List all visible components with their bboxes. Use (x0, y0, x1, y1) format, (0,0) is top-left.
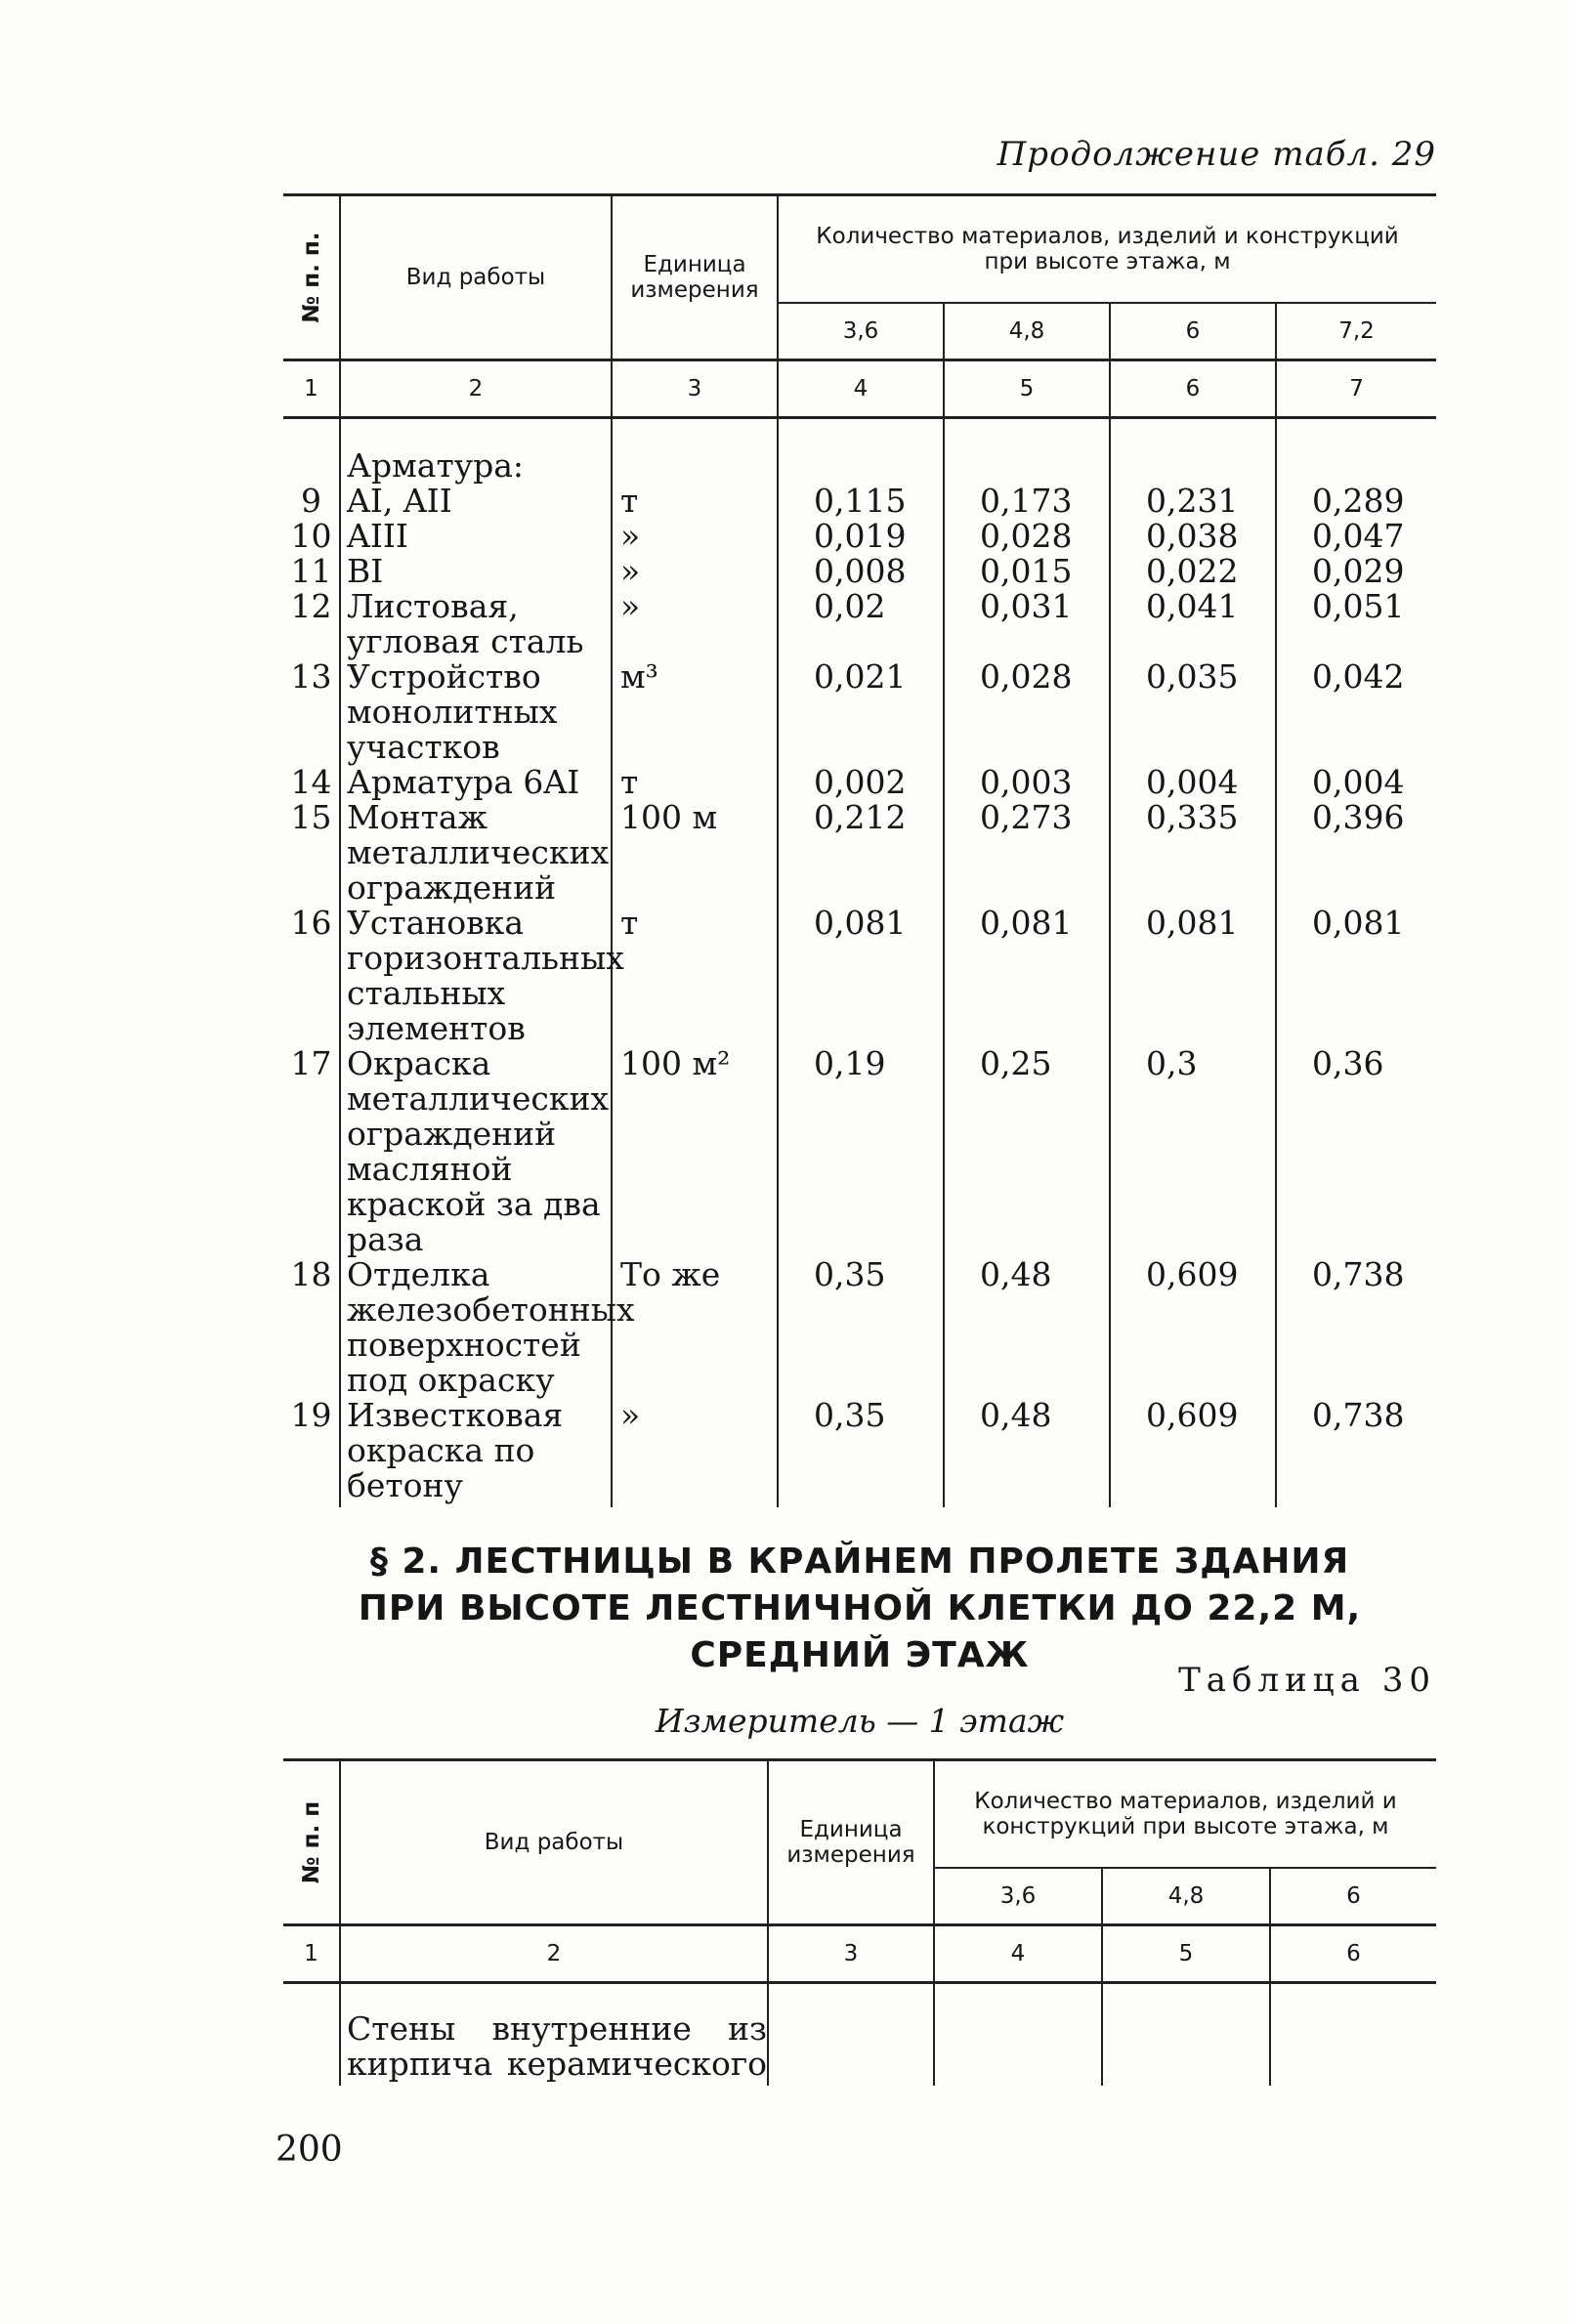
header-quantity: Количество материалов, изделий и конструкций при высоте этажа, м (778, 195, 1436, 304)
table-30-body (283, 1983, 1436, 2087)
quantity-value: 0,028 (944, 519, 1110, 554)
quantity-value: 0,396 (1276, 800, 1436, 906)
unit (768, 1983, 934, 2087)
work-name: Листовая, угловая сталь (340, 589, 612, 659)
quantity-value: 0,081 (944, 906, 1110, 1046)
work-name: Окраска металлических ограждений масляной краской за два раза (340, 1046, 612, 1257)
section-heading-line: ПРИ ВЫСОТЕ ЛЕСТНИЧНОЙ КЛЕТКИ ДО 22,2 М, (358, 1588, 1362, 1628)
table-row (283, 1257, 1436, 1398)
unit: » (612, 554, 778, 589)
quantity-value: 0,173 (944, 484, 1110, 519)
quantity-value: 0,038 (1110, 519, 1276, 554)
quantity-value: 0,047 (1276, 519, 1436, 554)
quantity-value: 0,022 (1110, 554, 1276, 589)
section-heading-line: § 2. ЛЕСТНИЦЫ В КРАЙНЕМ ПРОЛЕТЕ ЗДАНИЯ (369, 1542, 1350, 1582)
quantity-value: 0,002 (778, 765, 944, 800)
work-name: Стены внутренние из кирпича керамического (340, 1983, 768, 2087)
quantity-value: 0,028 (944, 659, 1110, 765)
quantity-value: 0,02 (778, 589, 944, 659)
quantity-value: 0,051 (1276, 589, 1436, 659)
col-number: 1 (283, 360, 340, 418)
quantity-value: 0,289 (1276, 484, 1436, 519)
table-29 (283, 193, 1436, 1507)
quantity-value: 0,081 (1276, 906, 1436, 1046)
quantity-value (1270, 1983, 1436, 2087)
table-row (283, 800, 1436, 906)
unit: 100 м² (612, 1046, 778, 1257)
work-name: Арматура 6AI (340, 765, 612, 800)
unit: » (612, 519, 778, 554)
table-row (283, 519, 1436, 554)
quantity-value: 0,231 (1110, 484, 1276, 519)
col-number: 5 (1102, 1925, 1270, 1983)
unit: т (612, 765, 778, 800)
unit: т (612, 484, 778, 519)
row-number: 10 (290, 517, 332, 555)
unit: » (612, 589, 778, 659)
work-name: Отделка железобетонных поверхностей под окраску (340, 1257, 612, 1398)
table-row (283, 1398, 1436, 1507)
row-number: 15 (290, 798, 332, 836)
table-row (283, 765, 1436, 800)
quantity-value: 0,041 (1110, 589, 1276, 659)
table-row (283, 906, 1436, 1046)
quantity-value (944, 418, 1110, 485)
header-num: № п. п (283, 1760, 340, 1925)
quantity-value: 0,609 (1110, 1257, 1276, 1398)
col-number: 2 (340, 1925, 768, 1983)
unit: т (612, 906, 778, 1046)
quantity-value (934, 1983, 1102, 2087)
unit: То же (612, 1257, 778, 1398)
quantity-value: 0,738 (1276, 1257, 1436, 1398)
col-number: 3 (768, 1925, 934, 1983)
quantity-value: 0,004 (1110, 765, 1276, 800)
table-row (283, 1983, 1436, 2087)
unit: » (612, 1398, 778, 1507)
row-number: 19 (290, 1396, 332, 1434)
row-number (283, 1983, 340, 2087)
table-row (283, 418, 1436, 485)
quantity-value (778, 418, 944, 485)
header-height: 4,8 (944, 303, 1110, 360)
work-name: Установка горизонтальных стальных элементов (340, 906, 612, 1046)
work-name: AIII (340, 519, 612, 554)
quantity-value (1102, 1983, 1270, 2087)
quantity-value: 0,021 (778, 659, 944, 765)
quantity-value: 0,212 (778, 800, 944, 906)
quantity-value: 0,115 (778, 484, 944, 519)
work-name: Монтаж металлических ограждений (340, 800, 612, 906)
row-number: 9 (301, 482, 321, 520)
col-number: 5 (944, 360, 1110, 418)
quantity-value (1110, 418, 1276, 485)
quantity-value: 0,35 (778, 1257, 944, 1398)
col-number: 3 (612, 360, 778, 418)
quantity-value: 0,029 (1276, 554, 1436, 589)
row-number: 18 (290, 1255, 332, 1293)
quantity-value: 0,35 (778, 1398, 944, 1507)
header-height: 4,8 (1102, 1868, 1270, 1925)
quantity-value: 0,031 (944, 589, 1110, 659)
quantity-value: 0,48 (944, 1257, 1110, 1398)
col-number: 7 (1276, 360, 1436, 418)
table-row (283, 484, 1436, 519)
work-name: Арматура: (340, 418, 612, 485)
header-height: 7,2 (1276, 303, 1436, 360)
quantity-value: 0,008 (778, 554, 944, 589)
work-name: AI, AII (340, 484, 612, 519)
quantity-value (1276, 418, 1436, 485)
header-unit: Единица измерения (768, 1760, 934, 1925)
quantity-value: 0,003 (944, 765, 1110, 800)
quantity-value: 0,25 (944, 1046, 1110, 1257)
unit: 100 м (612, 800, 778, 906)
row-number: 12 (290, 587, 332, 625)
work-name: BI (340, 554, 612, 589)
header-quantity: Количество материалов, изделий и конструкций при высоте этажа, м (934, 1760, 1436, 1869)
work-name: Устройство монолитных участков (340, 659, 612, 765)
quantity-value: 0,3 (1110, 1046, 1276, 1257)
row-number: 17 (290, 1044, 332, 1082)
quantity-value: 0,004 (1276, 765, 1436, 800)
quantity-value: 0,015 (944, 554, 1110, 589)
col-number: 4 (778, 360, 944, 418)
table-30-label: Таблица 30 (1178, 1661, 1436, 1700)
table-row (283, 1046, 1436, 1257)
col-number: 2 (340, 360, 612, 418)
measure-caption: Измеритель — 1 этаж (655, 1702, 1065, 1740)
col-number: 4 (934, 1925, 1102, 1983)
header-height: 3,6 (778, 303, 944, 360)
work-name: Известковая окраска по бетону (340, 1398, 612, 1507)
header-unit: Единица измерения (612, 195, 778, 360)
quantity-value: 0,609 (1110, 1398, 1276, 1507)
row-number: 11 (290, 552, 332, 590)
unit: м³ (612, 659, 778, 765)
quantity-value: 0,335 (1110, 800, 1276, 906)
section-heading (283, 1539, 1436, 1679)
unit (612, 418, 778, 485)
table-row (283, 589, 1436, 659)
header-height: 6 (1110, 303, 1276, 360)
quantity-value: 0,081 (778, 906, 944, 1046)
quantity-value: 0,081 (1110, 906, 1276, 1046)
quantity-value: 0,738 (1276, 1398, 1436, 1507)
continuation-title: Продолжение табл. 29 (997, 135, 1436, 174)
col-number: 6 (1270, 1925, 1436, 1983)
quantity-value: 0,042 (1276, 659, 1436, 765)
header-work: Вид работы (340, 195, 612, 360)
quantity-value: 0,48 (944, 1398, 1110, 1507)
quantity-value: 0,035 (1110, 659, 1276, 765)
row-number: 14 (290, 763, 332, 801)
header-height: 6 (1270, 1868, 1436, 1925)
col-number: 6 (1110, 360, 1276, 418)
row-number: 13 (290, 657, 332, 696)
row-number (283, 418, 340, 485)
table-29-body (283, 418, 1436, 1508)
quantity-value: 0,19 (778, 1046, 944, 1257)
header-height: 3,6 (934, 1868, 1102, 1925)
section-heading-line: СРЕДНИЙ ЭТАЖ (690, 1635, 1030, 1675)
table-row (283, 659, 1436, 765)
table-30 (283, 1758, 1436, 2086)
header-num: № п. п. (283, 195, 340, 360)
quantity-value: 0,019 (778, 519, 944, 554)
table-row (283, 554, 1436, 589)
col-number: 1 (283, 1925, 340, 1983)
quantity-value: 0,273 (944, 800, 1110, 906)
row-number: 16 (290, 904, 332, 942)
quantity-value: 0,36 (1276, 1046, 1436, 1257)
header-work: Вид работы (340, 1760, 768, 1925)
page-number: 200 (276, 2130, 343, 2170)
